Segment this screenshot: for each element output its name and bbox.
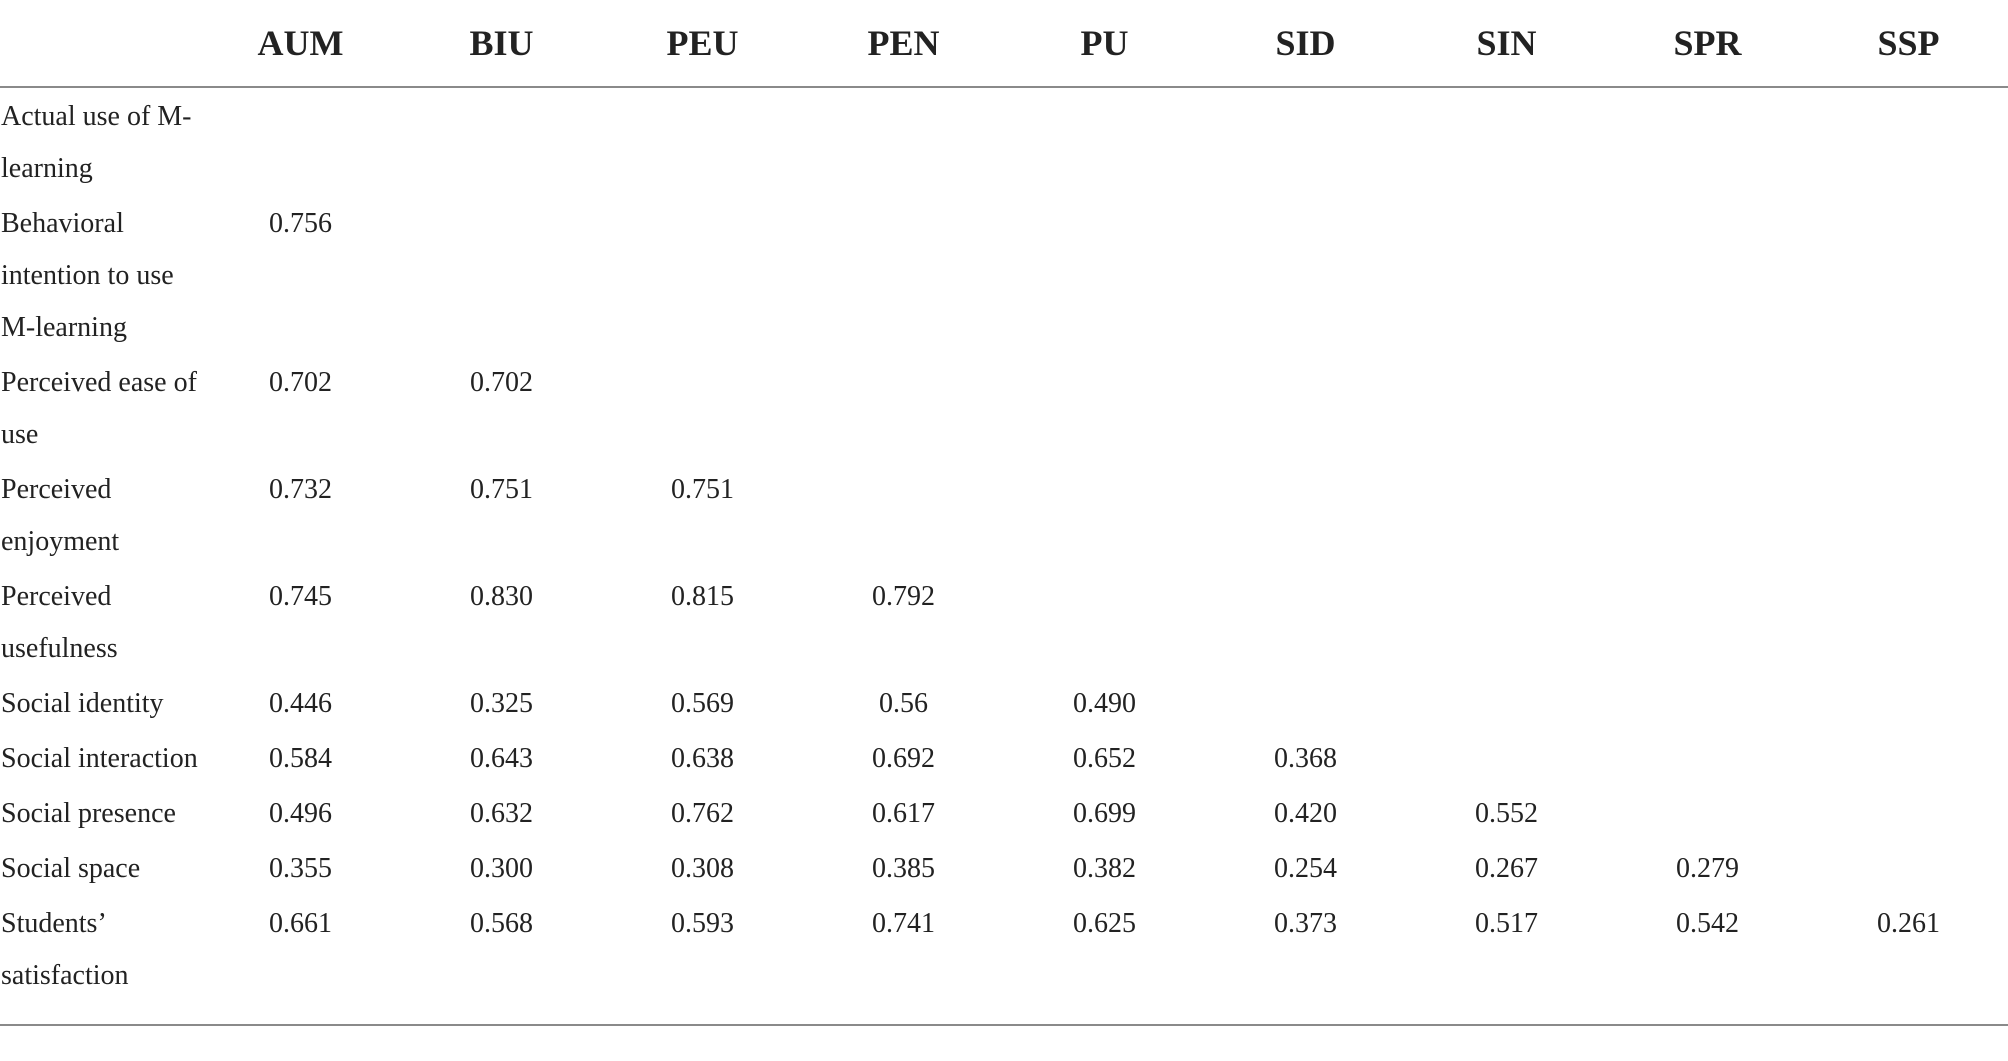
correlation-value-cell bbox=[803, 354, 1004, 461]
correlation-value-cell: 0.792 bbox=[872, 581, 935, 612]
correlation-value-cell: 0.643 bbox=[470, 743, 533, 774]
correlation-value-cell: 0.702 bbox=[470, 367, 533, 398]
correlation-value-cell: 0.496 bbox=[269, 798, 332, 829]
correlation-value-cell: 0.702 bbox=[269, 367, 332, 398]
table-row bbox=[0, 730, 2008, 785]
correlation-value-cell: 0.568 bbox=[401, 895, 602, 1025]
correlation-value-cell: 0.815 bbox=[671, 581, 734, 612]
row-label: Perceived usefulness bbox=[1, 581, 118, 664]
column-header-ssp: SSP bbox=[1808, 0, 2008, 87]
row-label: Social interaction bbox=[1, 743, 198, 774]
correlation-value-cell bbox=[1808, 568, 2008, 675]
correlation-value-cell: 0.542 bbox=[1607, 895, 1808, 1025]
header-row bbox=[0, 0, 2008, 87]
correlation-value-cell bbox=[803, 195, 1004, 354]
column-header-peu: PEU bbox=[602, 0, 803, 87]
correlation-value-cell bbox=[602, 87, 803, 195]
correlation-value-cell: 0.490 bbox=[1073, 688, 1136, 719]
row-label: Actual use of M-learning bbox=[1, 101, 192, 184]
correlation-value-cell bbox=[803, 87, 1004, 195]
correlation-value-cell bbox=[1808, 730, 2008, 785]
correlation-value-cell bbox=[1406, 195, 1607, 354]
column-header-pu: PU bbox=[1004, 0, 1205, 87]
correlation-value-cell: 0.569 bbox=[671, 688, 734, 719]
row-label: Social identity bbox=[1, 688, 164, 719]
correlation-value-cell: 0.625 bbox=[1004, 895, 1205, 1025]
correlation-value-cell: 0.385 bbox=[872, 853, 935, 884]
correlation-value-cell: 0.279 bbox=[1676, 853, 1739, 884]
correlation-value-cell bbox=[1406, 87, 1607, 195]
row-label: Behavioral intention to use M-learning bbox=[1, 208, 174, 343]
correlation-value-cell bbox=[602, 195, 803, 354]
row-label: Perceived enjoyment bbox=[1, 474, 120, 557]
correlation-value-cell: 0.368 bbox=[1274, 743, 1337, 774]
correlation-value-cell bbox=[1004, 354, 1205, 461]
correlation-value-cell bbox=[1607, 675, 1808, 730]
correlation-value-cell bbox=[1808, 675, 2008, 730]
correlation-value-cell bbox=[1406, 461, 1607, 568]
correlation-value-cell bbox=[1004, 87, 1205, 195]
correlation-value-cell bbox=[1406, 675, 1607, 730]
correlation-value-cell: 0.267 bbox=[1475, 853, 1538, 884]
correlation-value-cell bbox=[1607, 87, 1808, 195]
row-label: Students’ satisfaction bbox=[0, 895, 200, 1025]
table-row bbox=[0, 675, 2008, 730]
column-header-sin: SIN bbox=[1406, 0, 1607, 87]
correlation-value-cell bbox=[1004, 195, 1205, 354]
correlation-value-cell: 0.300 bbox=[470, 853, 533, 884]
correlation-value-cell: 0.593 bbox=[602, 895, 803, 1025]
correlation-value-cell: 0.325 bbox=[470, 688, 533, 719]
correlation-value-cell bbox=[1808, 195, 2008, 354]
column-header-spr: SPR bbox=[1607, 0, 1808, 87]
table-row bbox=[0, 461, 2008, 568]
column-header-sid: SID bbox=[1205, 0, 1406, 87]
correlation-value-cell: 0.661 bbox=[200, 895, 401, 1025]
table-header bbox=[0, 0, 2008, 87]
correlation-value-cell: 0.552 bbox=[1475, 798, 1538, 829]
correlation-value-cell bbox=[1205, 195, 1406, 354]
correlation-value-cell: 0.741 bbox=[803, 895, 1004, 1025]
correlation-value-cell bbox=[1607, 785, 1808, 840]
correlation-value-cell: 0.830 bbox=[470, 581, 533, 612]
correlation-value-cell: 0.584 bbox=[269, 743, 332, 774]
correlation-value-cell bbox=[200, 87, 401, 195]
correlation-value-cell bbox=[401, 87, 602, 195]
table-row bbox=[0, 785, 2008, 840]
correlation-value-cell bbox=[1205, 568, 1406, 675]
correlation-value-cell: 0.56 bbox=[879, 688, 928, 719]
correlation-value-cell: 0.762 bbox=[671, 798, 734, 829]
column-header-biu: BIU bbox=[401, 0, 602, 87]
correlation-value-cell bbox=[1808, 785, 2008, 840]
correlation-value-cell bbox=[1808, 840, 2008, 895]
correlation-value-cell bbox=[1004, 461, 1205, 568]
correlation-value-cell: 0.254 bbox=[1274, 853, 1337, 884]
row-label: Social presence bbox=[1, 798, 176, 829]
correlation-value-cell bbox=[1808, 87, 2008, 195]
column-header-aum: AUM bbox=[200, 0, 401, 87]
correlation-value-cell bbox=[1406, 568, 1607, 675]
table-row bbox=[0, 195, 2008, 354]
correlation-value-cell: 0.699 bbox=[1073, 798, 1136, 829]
correlation-value-cell: 0.638 bbox=[671, 743, 734, 774]
correlation-value-cell bbox=[1205, 675, 1406, 730]
correlation-value-cell: 0.420 bbox=[1274, 798, 1337, 829]
table-row bbox=[0, 354, 2008, 461]
table-body bbox=[0, 87, 2008, 1025]
correlation-value-cell: 0.751 bbox=[671, 474, 734, 505]
row-label: Perceived ease of use bbox=[1, 367, 197, 450]
table-row bbox=[0, 840, 2008, 895]
correlation-value-cell: 0.308 bbox=[671, 853, 734, 884]
correlation-value-cell: 0.745 bbox=[269, 581, 332, 612]
correlation-value-cell bbox=[1808, 354, 2008, 461]
correlation-value-cell bbox=[1607, 195, 1808, 354]
correlation-value-cell bbox=[1406, 730, 1607, 785]
table-row bbox=[0, 568, 2008, 675]
correlation-value-cell bbox=[1607, 354, 1808, 461]
correlation-value-cell bbox=[1607, 461, 1808, 568]
header-corner-cell bbox=[0, 0, 200, 87]
correlation-value-cell bbox=[803, 461, 1004, 568]
correlation-value-cell: 0.517 bbox=[1406, 895, 1607, 1025]
table-row bbox=[0, 87, 2008, 195]
correlation-value-cell: 0.692 bbox=[872, 743, 935, 774]
correlation-value-cell bbox=[1808, 461, 2008, 568]
correlation-value-cell bbox=[602, 354, 803, 461]
correlation-value-cell: 0.652 bbox=[1073, 743, 1136, 774]
correlation-value-cell: 0.756 bbox=[269, 208, 332, 239]
correlation-value-cell: 0.632 bbox=[470, 798, 533, 829]
correlation-value-cell: 0.261 bbox=[1808, 895, 2008, 1025]
correlation-value-cell bbox=[1004, 568, 1205, 675]
table-row bbox=[0, 895, 2008, 1025]
correlation-value-cell: 0.732 bbox=[269, 474, 332, 505]
correlation-value-cell bbox=[1205, 461, 1406, 568]
correlation-value-cell: 0.617 bbox=[872, 798, 935, 829]
correlation-value-cell bbox=[1406, 354, 1607, 461]
correlation-value-cell bbox=[401, 195, 602, 354]
correlation-value-cell: 0.382 bbox=[1073, 853, 1136, 884]
correlation-value-cell bbox=[1607, 568, 1808, 675]
column-header-pen: PEN bbox=[803, 0, 1004, 87]
correlation-value-cell: 0.373 bbox=[1205, 895, 1406, 1025]
correlation-value-cell: 0.355 bbox=[269, 853, 332, 884]
correlation-value-cell: 0.446 bbox=[269, 688, 332, 719]
correlation-value-cell bbox=[1205, 354, 1406, 461]
correlation-value-cell: 0.751 bbox=[470, 474, 533, 505]
row-label: Social space bbox=[1, 853, 141, 884]
correlation-value-cell bbox=[1607, 730, 1808, 785]
correlation-value-cell bbox=[1205, 87, 1406, 195]
